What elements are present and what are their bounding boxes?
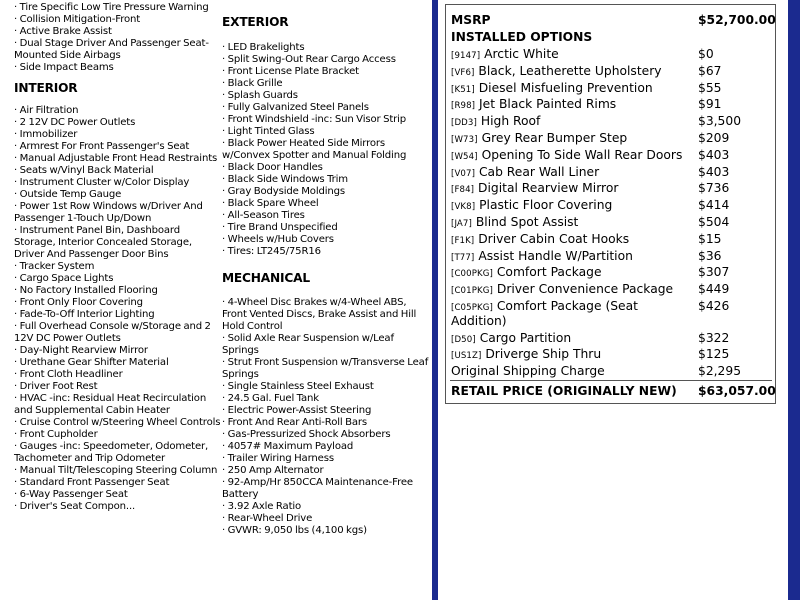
feature-item: · Light Tinted Glass xyxy=(222,126,432,138)
feature-item: · Seats w/Vinyl Back Material xyxy=(14,165,222,177)
mechanical-feature-list xyxy=(222,297,432,537)
option-description xyxy=(451,47,559,63)
feature-item: · Tire Brand Unspecified xyxy=(222,222,432,234)
feature-item: · Manual Tilt/Telescoping Steering Column xyxy=(14,465,222,477)
option-name: Driverge Ship Thru xyxy=(485,347,602,362)
shipping-label: Original Shipping Charge xyxy=(451,364,605,378)
option-description xyxy=(451,148,682,164)
option-price: $0 xyxy=(698,47,714,61)
option-code: [9147] xyxy=(451,51,481,61)
feature-item: · Front Cupholder xyxy=(14,429,222,441)
interior-feature-list xyxy=(14,105,222,513)
option-code: [F1K] xyxy=(451,235,475,246)
sticker-border-left xyxy=(432,0,438,600)
shipping-value: $2,295 xyxy=(698,364,742,378)
feature-item: · HVAC -inc: Residual Heat Recirculation and Supplemental Cabin Heater xyxy=(14,393,222,417)
feature-item: · Tire Specific Low Tire Pressure Warning xyxy=(14,2,222,14)
option-description xyxy=(451,165,599,181)
feature-item: · Power 1st Row Windows w/Driver And Passenger 1-Touch Up/Down xyxy=(14,201,222,225)
feature-item: · 3.92 Axle Ratio xyxy=(222,501,432,513)
feature-item: · Side Impact Beams xyxy=(14,62,222,74)
feature-item: · Black Grille xyxy=(222,78,432,90)
feature-item: · 92-Amp/Hr 850CCA Maintenance-Free Battery xyxy=(222,477,432,501)
option-code: [C01PKG] xyxy=(451,286,493,297)
feature-item: · Solid Axle Rear Suspension w/Leaf Springs xyxy=(222,333,432,357)
option-description xyxy=(451,249,633,265)
option-description xyxy=(451,114,540,130)
mechanical-heading: MECHANICAL xyxy=(222,271,310,285)
option-price: $426 xyxy=(698,299,730,313)
feature-item: · 4057# Maximum Payload xyxy=(222,441,432,453)
option-code: [C00PKG] xyxy=(451,269,493,280)
feature-item: · Cruise Control w/Steering Wheel Controls xyxy=(14,417,222,429)
exterior-heading: EXTERIOR xyxy=(222,15,289,29)
feature-item: · Fully Galvanized Steel Panels xyxy=(222,102,432,114)
option-name: Comfort Package (Seat xyxy=(496,299,638,313)
feature-item: · 4-Wheel Disc Brakes w/4-Wheel ABS, Front Vented Discs, Brake Assist and Hill Hold Control xyxy=(222,297,432,333)
option-price: $209 xyxy=(698,131,730,145)
feature-item: · Black Spare Wheel xyxy=(222,198,432,210)
option-name: Assist Handle W/Partition xyxy=(478,248,633,263)
option-name: Grey Rear Bumper Step xyxy=(481,131,628,145)
feature-item: · Cargo Space Lights xyxy=(14,273,222,285)
option-price: $403 xyxy=(698,164,730,179)
option-price: $736 xyxy=(698,181,730,196)
option-price: $67 xyxy=(698,63,722,78)
option-code: [US1Z] xyxy=(451,351,482,362)
option-name: Driver Convenience Package xyxy=(496,282,674,297)
feature-item: · LED Brakelights xyxy=(222,42,432,54)
option-name: Diesel Misfueling Prevention xyxy=(478,80,653,95)
option-name: Plastic Floor Covering xyxy=(479,198,613,213)
option-name-continued: Addition) xyxy=(451,313,507,328)
option-description xyxy=(451,97,616,113)
feature-item: · Front Cloth Headliner xyxy=(14,369,222,381)
feature-item: · Air Filtration xyxy=(14,105,222,117)
features-column-left xyxy=(14,0,222,513)
option-code: [F84] xyxy=(451,185,475,196)
option-code: [W73] xyxy=(451,135,478,145)
option-code: [DD3] xyxy=(451,118,477,129)
option-code: [VK8] xyxy=(451,202,476,213)
feature-item: · Standard Front Passenger Seat xyxy=(14,477,222,489)
feature-item: · Tracker System xyxy=(14,261,222,273)
feature-item: · Instrument Panel Bin, Dashboard Storage, Interior Concealed Storage, Driver And Passenger Door Bins xyxy=(14,225,222,261)
feature-item: · Gauges -inc: Speedometer, Odometer, Tachometer and Trip Odometer xyxy=(14,441,222,465)
option-code: [T77] xyxy=(451,252,475,263)
option-name: High Roof xyxy=(480,114,541,129)
feature-item: · Collision Mitigation-Front xyxy=(14,14,222,26)
option-name: Driver Cabin Coat Hooks xyxy=(478,231,630,246)
sticker-border-right xyxy=(788,0,800,600)
option-name: Comfort Package xyxy=(496,265,602,280)
option-code: [C05PKG] xyxy=(451,303,493,313)
option-name: Arctic White xyxy=(484,47,559,61)
feature-item: · 6-Way Passenger Seat xyxy=(14,489,222,501)
option-name: Blind Spot Assist xyxy=(475,215,579,229)
option-price: $414 xyxy=(698,198,730,213)
feature-item: · Black Side Windows Trim xyxy=(222,174,432,186)
feature-item: · Driver Foot Rest xyxy=(14,381,222,393)
retail-price-label: RETAIL PRICE (ORIGINALLY NEW) xyxy=(451,384,677,398)
feature-item: · Strut Front Suspension w/Transverse Leaf Springs xyxy=(222,357,432,381)
feature-item: · Split Swing-Out Rear Cargo Access xyxy=(222,54,432,66)
feature-item: · Manual Adjustable Front Head Restraints xyxy=(14,153,222,165)
feature-item: · GVWR: 9,050 lbs (4,100 kgs) xyxy=(222,525,432,537)
option-description xyxy=(451,131,627,147)
retail-price-value: $63,057.00 xyxy=(698,384,776,398)
feature-item: · Front Only Floor Covering xyxy=(14,297,222,309)
option-name: Cargo Partition xyxy=(479,330,572,345)
option-price: $36 xyxy=(698,248,722,263)
feature-item: · Splash Guards xyxy=(222,90,432,102)
features-column-middle xyxy=(222,0,432,537)
option-description xyxy=(451,198,612,214)
feature-item: · Dual Stage Driver And Passenger Seat-Mounted Side Airbags xyxy=(14,38,222,62)
msrp-label: MSRP xyxy=(451,13,491,27)
feature-item: · Black Door Handles xyxy=(222,162,432,174)
feature-item: · 2 12V DC Power Outlets xyxy=(14,117,222,129)
total-divider xyxy=(450,380,772,381)
option-name: Cab Rear Wall Liner xyxy=(478,164,600,179)
option-price: $504 xyxy=(698,215,730,229)
option-price: $15 xyxy=(698,231,722,246)
option-price: $322 xyxy=(698,330,730,345)
feature-item: · Urethane Gear Shifter Material xyxy=(14,357,222,369)
option-code: [JA7] xyxy=(451,219,472,229)
feature-item: · Black Power Heated Side Mirrors w/Convex Spotter and Manual Folding xyxy=(222,138,432,162)
option-name: Opening To Side Wall Rear Doors xyxy=(481,147,683,162)
option-description xyxy=(451,331,571,347)
option-price: $307 xyxy=(698,265,730,280)
msrp-value: $52,700.00 xyxy=(698,13,776,27)
option-price: $55 xyxy=(698,80,722,95)
feature-item: · Day-Night Rearview Mirror xyxy=(14,345,222,357)
feature-item: · Rear-Wheel Drive xyxy=(222,513,432,525)
option-price: $403 xyxy=(698,147,730,162)
feature-item: · Single Stainless Steel Exhaust xyxy=(222,381,432,393)
feature-item: · Active Brake Assist xyxy=(14,26,222,38)
option-description xyxy=(451,347,601,363)
option-code: [D50] xyxy=(451,334,476,345)
option-description xyxy=(451,232,629,248)
option-code: [V07] xyxy=(451,168,476,179)
feature-item: · Front License Plate Bracket xyxy=(222,66,432,78)
option-price: $125 xyxy=(698,347,730,362)
option-name: Black, Leatherette Upholstery xyxy=(478,63,662,78)
feature-item: · Driver's Seat Compon... xyxy=(14,501,222,513)
feature-item: · Wheels w/Hub Covers xyxy=(222,234,432,246)
feature-item: · Immobilizer xyxy=(14,129,222,141)
option-description xyxy=(451,282,673,298)
feature-item: · Gray Bodyside Moldings xyxy=(222,186,432,198)
price-summary-box xyxy=(445,4,776,404)
option-code: [W54] xyxy=(451,151,478,162)
option-description xyxy=(451,64,662,80)
feature-item: · Tires: LT245/75R16 xyxy=(222,246,432,258)
option-price: $91 xyxy=(698,97,722,112)
feature-item: · Armrest For Front Passenger's Seat xyxy=(14,141,222,153)
option-price: $3,500 xyxy=(698,114,742,129)
option-name: Jet Black Painted Rims xyxy=(479,97,617,112)
feature-item: · Outside Temp Gauge xyxy=(14,189,222,201)
option-description xyxy=(451,215,578,231)
feature-item: · 250 Amp Alternator xyxy=(222,465,432,477)
feature-item: · All-Season Tires xyxy=(222,210,432,222)
option-description xyxy=(451,265,602,281)
option-code: [K51] xyxy=(451,84,475,95)
option-description xyxy=(451,81,653,97)
feature-item: · Electric Power-Assist Steering xyxy=(222,405,432,417)
feature-item: · Instrument Cluster w/Color Display xyxy=(14,177,222,189)
option-description xyxy=(451,181,618,197)
interior-heading: INTERIOR xyxy=(14,81,78,95)
feature-item: · 24.5 Gal. Fuel Tank xyxy=(222,393,432,405)
feature-item: · Front And Rear Anti-Roll Bars xyxy=(222,417,432,429)
option-price: $449 xyxy=(698,282,730,297)
option-code: [R98] xyxy=(451,101,476,112)
feature-item: · No Factory Installed Flooring xyxy=(14,285,222,297)
safety-feature-list xyxy=(14,2,222,74)
installed-options-label: INSTALLED OPTIONS xyxy=(451,30,593,44)
feature-item: · Front Windshield -inc: Sun Visor Strip xyxy=(222,114,432,126)
feature-item: · Full Overhead Console w/Storage and 2 12V DC Power Outlets xyxy=(14,321,222,345)
exterior-feature-list xyxy=(222,42,432,258)
option-name: Digital Rearview Mirror xyxy=(478,181,619,196)
feature-item: · Gas-Pressurized Shock Absorbers xyxy=(222,429,432,441)
feature-item: · Trailer Wiring Harness xyxy=(222,453,432,465)
feature-item: · Fade-To-Off Interior Lighting xyxy=(14,309,222,321)
option-code: [VF6] xyxy=(451,67,475,78)
option-description xyxy=(451,299,638,315)
